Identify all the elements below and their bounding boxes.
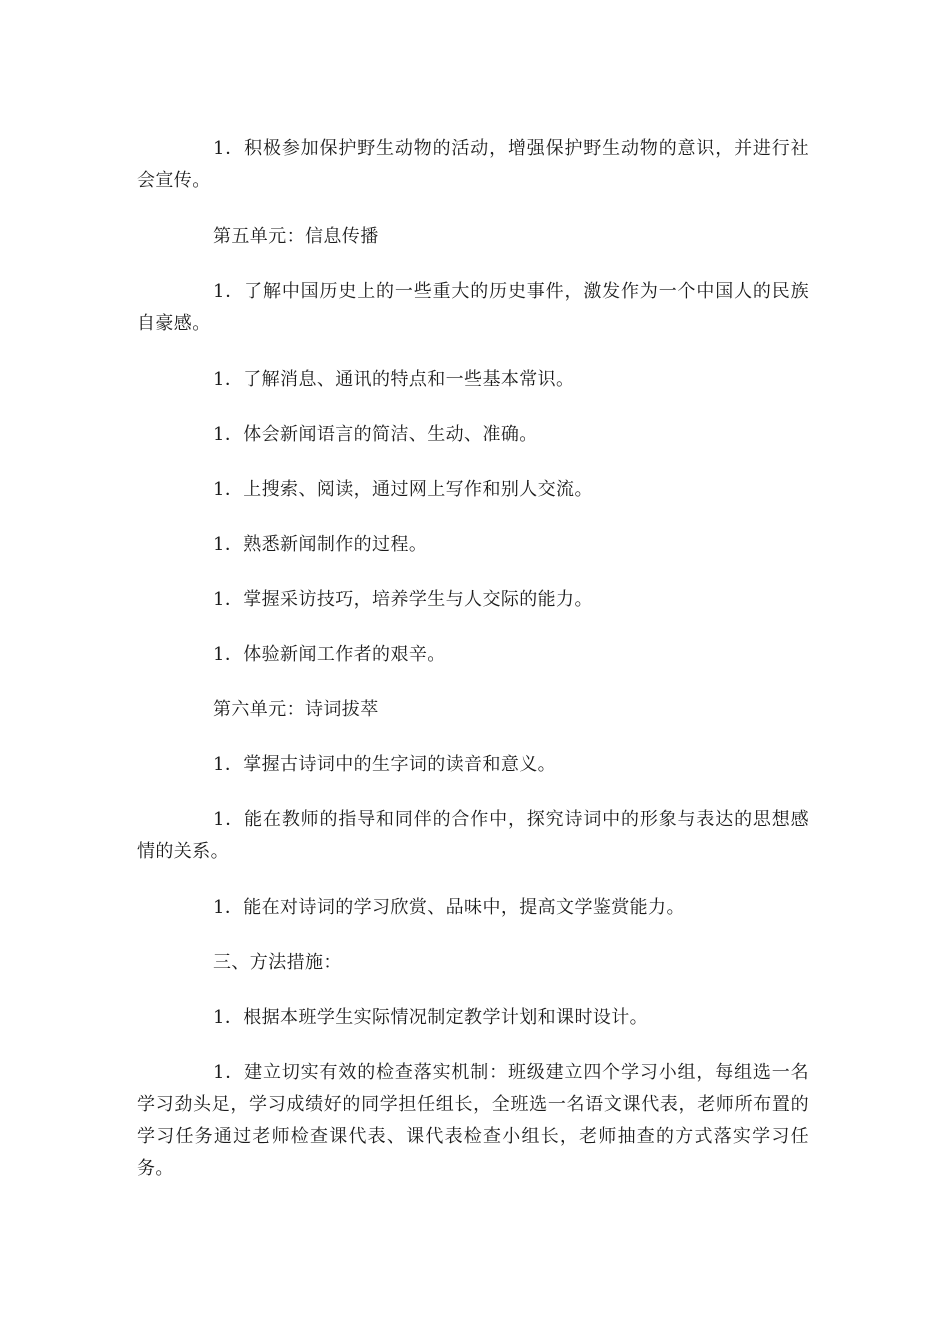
paragraph-poetry-vocabulary: 1．掌握古诗词中的生字词的读音和意义。 — [213, 754, 557, 775]
paragraph-inspection-mechanism: 1．建立切实有效的检查落实机制：班级建立四个学习小组，每组选一名学习劲头足，学习成绩好的同学担任组长，全班选一名语文课代表，老师所布置的学习任务通过老师检查课代表、课代表检查小组长，老师抽查的方式落实学习任务。 — [137, 1062, 809, 1179]
paragraph-literary-appreciation: 1．能在对诗词的学习欣赏、品味中，提高文学鉴赏能力。 — [213, 897, 685, 918]
paragraph-news-language: 1．体会新闻语言的简洁、生动、准确。 — [213, 424, 538, 445]
paragraph-wildlife-activity: 1．积极参加保护野生动物的活动，增强保护野生动物的意识，并进行社会宣传。 — [137, 138, 809, 191]
heading-unit-six: 第六单元：诗词拔萃 — [213, 699, 379, 720]
paragraph-teaching-plan: 1．根据本班学生实际情况制定教学计划和课时设计。 — [213, 1007, 649, 1028]
paragraph-online-search: 1．上搜索、阅读，通过网上写作和别人交流。 — [213, 479, 593, 500]
paragraph-poetry-exploration: 1．能在教师的指导和同伴的合作中，探究诗词中的形象与表达的思想感情的关系。 — [137, 809, 809, 862]
paragraph-history-events: 1．了解中国历史上的一些重大的历史事件，激发作为一个中国人的民族自豪感。 — [137, 281, 809, 334]
paragraph-news-production: 1．熟悉新闻制作的过程。 — [213, 534, 428, 555]
heading-methods: 三、方法措施： — [213, 952, 342, 973]
paragraph-journalist-hardship: 1．体验新闻工作者的艰辛。 — [213, 644, 446, 665]
paragraph-news-knowledge: 1．了解消息、通讯的特点和一些基本常识。 — [213, 369, 575, 390]
paragraph-interview-skills: 1．掌握采访技巧，培养学生与人交际的能力。 — [213, 589, 593, 610]
heading-unit-five: 第五单元：信息传播 — [213, 226, 379, 247]
